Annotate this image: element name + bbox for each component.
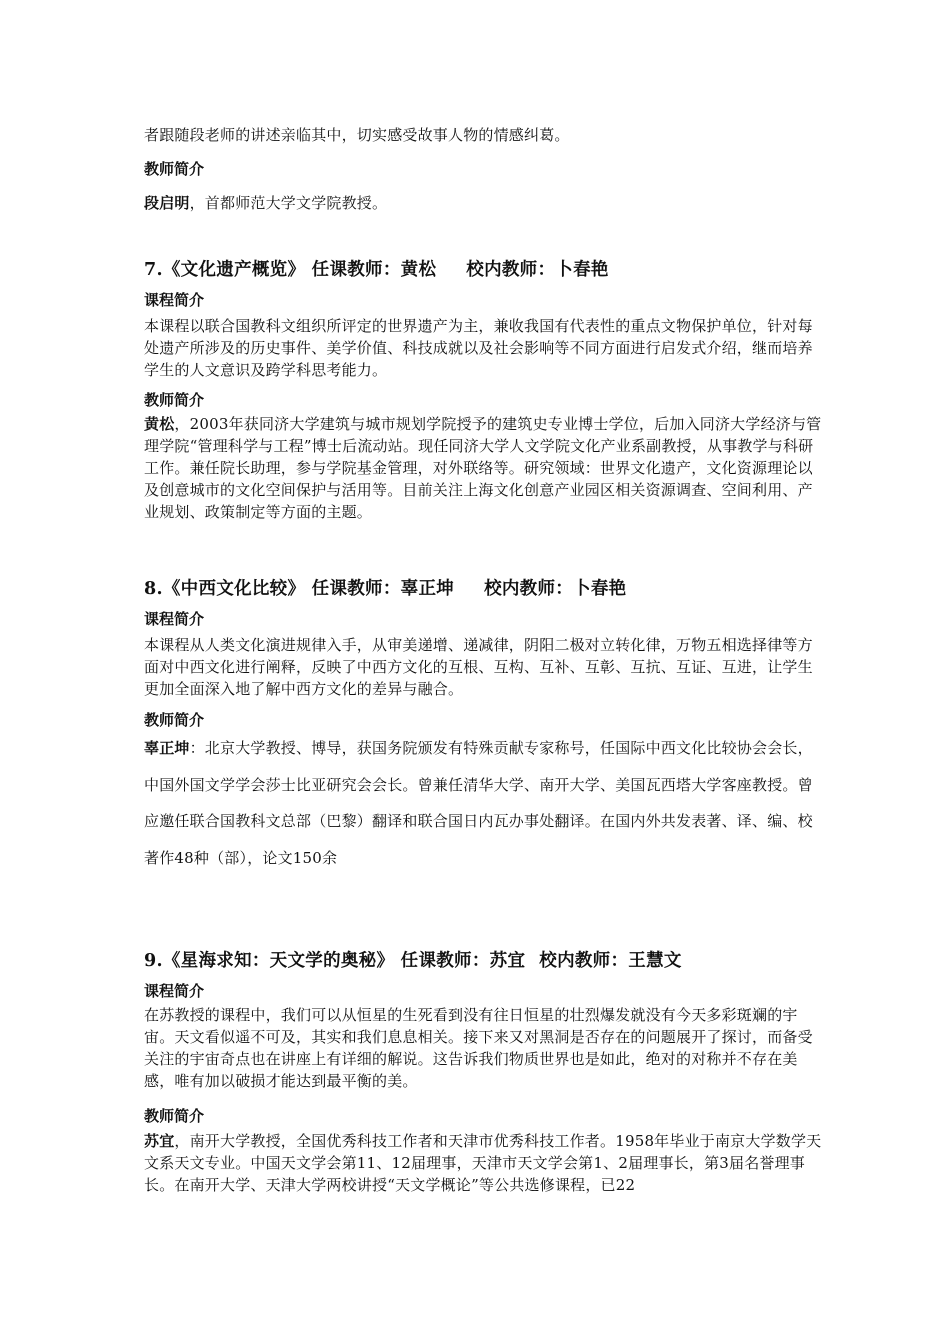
course-description: 在苏教授的课程中，我们可以从恒星的生死看到没有往日恒星的壮烈爆发就没有今天多彩斑斓的宇宙。天文看似遥不可及，其实和我们息息相关。接下来又对黑洞是否存在的问题展开了探讨，而备受关注的宇宙奇点也在讲座上有详细的解说。这告诉我们物质世界也是如此，绝对的对称并不存在美感，唯有加以破损才能达到最平衡的美。 [144, 1006, 813, 1090]
course-intro-label: 课程简介 [144, 982, 205, 1000]
continuation-text: 者跟随段老师的讲述亲临其中，切实感受故事人物的情感纠葛。 [144, 126, 570, 144]
teacher-intro-label: 教师简介 [144, 391, 205, 409]
teacher-name: 苏宜 [144, 1132, 175, 1150]
teacher-intro-label: 教师简介 [144, 711, 205, 729]
course-description: 本课程从人类文化演进规律入手，从审美递增、递减律，阴阳二极对立转化律，万物五相选择律等方面对中西文化进行阐释，反映了中西方文化的互根、互构、互补、互彰、互抗、互证、互进，让学生更加全面深入地了解中西方文化的差异与融合。 [144, 636, 813, 698]
course-intro-label: 课程简介 [144, 291, 205, 309]
course-title: 7.《文化遗产概览》 任课教师：黄松 [144, 260, 437, 280]
teacher-intro-label: 教师简介 [144, 160, 205, 178]
course-title: 8.《中西文化比较》 任课教师：辜正坤 [144, 579, 455, 599]
teacher-intro-duan [144, 192, 824, 214]
section-heading-8 [144, 576, 824, 602]
teacher-bio: ，2003年获同济大学建筑与城市规划学院授予的建筑史专业博士学位，后加入同济大学经济与管理学院“管理科学与工程”博士后流动站。现任同济大学人文学院文化产业系副教授，从事教学与科研工作。兼任院长助理，参与学院基金管理，对外联络等。研究领域：世界文化遗产，文化资源理论以及创意城市的文化空间保护与活用等。目前关注上海文化创意产业园区相关资源调查、空间利用、产业规划、政策制定等方面的主题。 [144, 415, 822, 521]
course-intro-label: 课程简介 [144, 610, 205, 628]
teacher-bio-paragraph [144, 413, 824, 523]
teacher-name: 黄松 [144, 415, 175, 433]
school-teacher: 校内教师：王慧文 [539, 951, 682, 971]
section-heading-7 [144, 257, 824, 283]
course-title: 9.《星海求知：天文学的奥秘》 任课教师：苏宜 [144, 951, 526, 971]
teacher-intro-label: 教师简介 [144, 1107, 205, 1125]
teacher-bio-paragraph [144, 730, 824, 876]
course-description: 本课程以联合国教科文组织所评定的世界遗产为主，兼收我国有代表性的重点文物保护单位，针对每处遗产所涉及的历史事件、美学价值、科技成就以及社会影响等不同方面进行启发式介绍，继而培养学生的人文意识及跨学科思考能力。 [144, 317, 813, 379]
teacher-name: 辜正坤 [144, 739, 190, 757]
school-teacher: 校内教师：卜春艳 [466, 260, 609, 280]
teacher-bio: ，首都师范大学文学院教授。 [189, 194, 388, 212]
section-heading-9 [144, 948, 824, 974]
teacher-bio-paragraph [144, 1130, 824, 1196]
teacher-bio: ，南开大学教授，全国优秀科技工作者和天津市优秀科技工作者。1958年毕业于南京大学数学天文系天文专业。中国天文学会第11、12届理事，天津市天文学会第1、2届理事长，第3届名誉理事长。在南开大学、天津大学两校讲授“天文学概论”等公共选修课程，已22 [144, 1132, 822, 1194]
teacher-bio: ：北京大学教授、博导，获国务院颁发有特殊贡献专家称号，任国际中西文化比较协会会长，中国外国文学学会莎士比亚研究会会长。曾兼任清华大学、南开大学、美国瓦西塔大学客座教授。曾应邀任联合国教科文总部（巴黎）翻译和联合国日内瓦办事处翻译。在国内外共发表著、译、编、校著作48种（部），论文150余 [144, 739, 813, 867]
teacher-name: 段启明 [144, 194, 190, 212]
school-teacher: 校内教师：卜春艳 [484, 579, 627, 599]
